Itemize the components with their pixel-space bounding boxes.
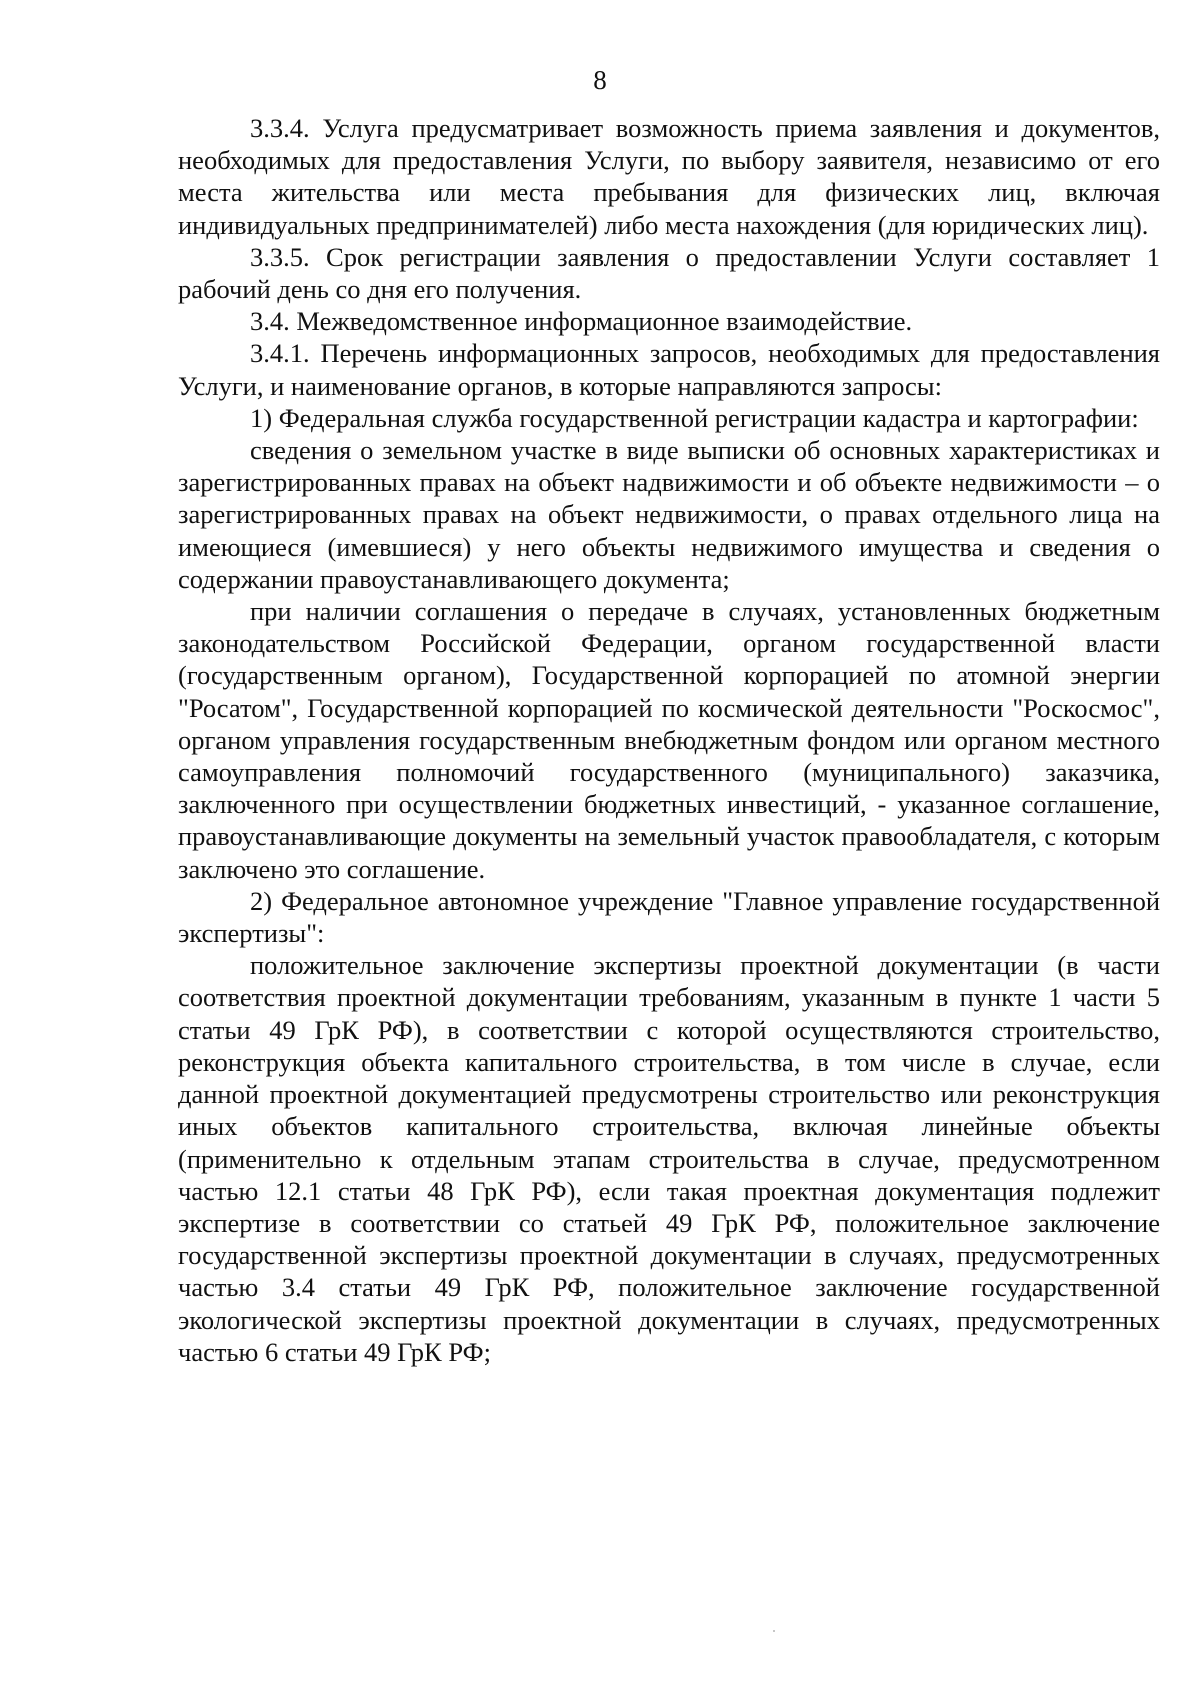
scan-speck bbox=[773, 1630, 775, 1632]
paragraph-3-3-5: 3.3.5. Срок регистрации заявления о предоставлении Услуги составляет 1 рабочий день со дня его получения. bbox=[178, 241, 1160, 305]
paragraph-3-4: 3.4. Межведомственное информационное взаимодействие. bbox=[250, 306, 913, 337]
paragraph-3-4-1: 3.4.1. Перечень информационных запросов, необходимых для предоставления Услуги, и наименование органов, в которые направляются запросы: bbox=[178, 338, 1160, 401]
document-body bbox=[178, 112, 1160, 1368]
list-item-2-glavgosexpertiza: 2) Федеральное автономное учреждение "Главное управление государственной экспертизы": bbox=[178, 885, 1160, 949]
page-number: 8 bbox=[593, 65, 607, 95]
paragraph-agreement: при наличии соглашения о передаче в случаях, установленных бюджетным законодательством Российской Федерации, органом государственной власти (государственным органом), Государственной корпорацией по атомной энергии "Росатом", Государственной корпорацией по космической деятельности "Роскосмос", органом управления государственным внебюджетным фондом или органом местного самоуправления полномочий государственного (муниципального) заказчика, заключенного при осуществлении бюджетных инвестиций, - указанное соглашение, правоустанавливающие документы на земельный участок правообладателя, с которым заключено это соглашение. bbox=[178, 596, 1160, 884]
list-item-1-rosreestr: 1) Федеральная служба государственной регистрации кадастра и картографии: bbox=[250, 402, 1139, 433]
paragraph-expertise-conclusion: положительное заключение экспертизы проектной документации (в части соответствия проектной документации требованиям, указанным в пункте 1 части 5 статьи 49 ГрК РФ), в соответствии с которой осуществляются строительство, реконструкция объекта капитального строительства, в том числе в случае, если данной проектной документацией предусмотрены строительство или реконструкция иных объектов капитального строительства, включая линейные объекты (применительно к отдельным этапам строительства в случае, предусмотренном частью 12.1 статьи 48 ГрК РФ), если такая проектная документация подлежит экспертизе в соответствии со статьей 49 ГрК РФ, положительное заключение государственной экспертизы проектной документации в случаях, предусмотренных частью 3.4 статьи 49 ГрК РФ, положительное заключение государственной экологической экспертизы проектной документации в случаях, предусмотренных частью 6 статьи 49 ГрК РФ; bbox=[178, 950, 1160, 1367]
paragraph-land-plot-info: сведения о земельном участке в виде выписки об основных характеристиках и зарегистрированных правах на объект надвижимости и об объекте недвижимости – о зарегистрированных правах на объект недвижимости, о правах отдельного лица на имеющиеся (имевшиеся) у него объекты недвижимого имущества и сведения о содержании правоустанавливающего документа; bbox=[178, 435, 1160, 594]
paragraph-3-3-4: 3.3.4. Услуга предусматривает возможность приема заявления и документов, необходимых для предоставления Услуги, по выбору заявителя, независимо от его места жительства или места пребывания для физических лиц, включая индивидуальных предпринимателей) либо места нахождения (для юридических лиц). bbox=[178, 113, 1160, 240]
